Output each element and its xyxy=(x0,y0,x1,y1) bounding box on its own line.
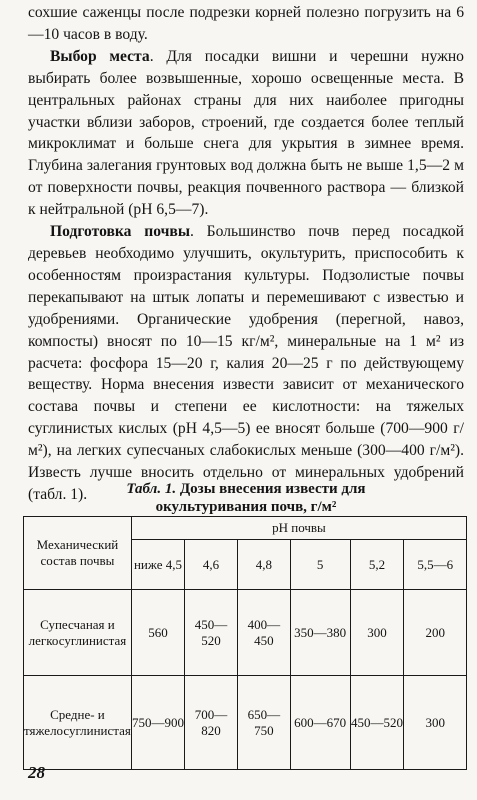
paragraph-site-selection-text: . Для посадки вишни и черешни нужно выбирать более возвышенные, хорошо освещенные места. В центральных районах страны для них наиболее пригодны участки вблизи заборов, строений, где создается более теплый микроклимат и больше снега для укрытия в зимнее время. Глубина залегания грунтовых вод должна быть не выше 1,5—2 м от поверхности почвы, реакция почвенного раствора — близкой к нейтральной (рН 6,5—7). xyxy=(28,47,464,219)
page-number: 28 xyxy=(28,763,45,782)
table-cell: 300 xyxy=(350,590,404,676)
ph-header: рН почвы xyxy=(131,517,466,540)
table-row xyxy=(24,590,467,676)
ph-column: 5 xyxy=(290,540,350,590)
table-cell: 350—380 xyxy=(290,590,350,676)
paragraph-soil-preparation xyxy=(28,221,464,506)
body-text xyxy=(28,2,464,506)
ph-column: 4,6 xyxy=(185,540,238,590)
ph-column: 5,2 xyxy=(350,540,404,590)
row-label: Средне- и тяжелосуглинистая xyxy=(24,676,132,770)
ph-column: ниже 4,5 xyxy=(131,540,184,590)
table-cell: 300 xyxy=(404,676,467,770)
table-cell: 600—670 xyxy=(290,676,350,770)
table-cell: 200 xyxy=(404,590,467,676)
lime-dosage-table xyxy=(23,516,467,770)
table-cell: 750—900 xyxy=(131,676,184,770)
table-caption-line1: Дозы внесения извести для xyxy=(179,481,366,497)
ph-column: 5,5—6 xyxy=(404,540,467,590)
paragraph-site-selection xyxy=(28,46,464,221)
table-caption-line2: окультуривания почв, г/м² xyxy=(155,499,337,515)
paragraph-intro-text: сохшие саженцы после подрезки корней полезно погрузить на 6—10 часов в воду. xyxy=(28,4,464,43)
table-cell: 700—820 xyxy=(185,676,238,770)
table-row xyxy=(24,676,467,770)
paragraph-intro xyxy=(28,2,464,46)
paragraph-soil-preparation-text: . Большинство почв перед посадкой деревьев необходимо улучшить, окультурить, приспособить к особенностям произрастания культуры. Подзолистые почвы перекапывают на штык лопаты и перемешивают с известью и удобрениями. Органические удобрения (перегной, навоз, компосты) вносят по 10—15 кг/м², минеральные на 1 м² из расчета: фосфора 15—20 г, калия 20—25 г по действующему веществу. Норма внесения извести зависит от механического состава почвы и степени ее кислотности: на тяжелых суглинистых кислых (рН 4,5—5) ее вносят больше (700—900 г/м²), на легких супесчаных слабокислых меньше (300—400 г/м²). Известь лучше вносить отдельно от минеральных удобрений (табл. 1). xyxy=(28,223,464,503)
row-header: Механический состав почвы xyxy=(24,517,132,590)
ph-column: 4,8 xyxy=(237,540,290,590)
paragraph-soil-preparation-lead: Подготовка почвы xyxy=(50,223,191,241)
paragraph-site-selection-lead: Выбор места xyxy=(50,47,150,65)
table-cell: 560 xyxy=(131,590,184,676)
table-cell: 650—750 xyxy=(237,676,290,770)
table-caption xyxy=(28,480,464,516)
row-label: Супесчаная и легкосуглинистая xyxy=(24,590,132,676)
table-cell: 400—450 xyxy=(237,590,290,676)
table-cell: 450—520 xyxy=(185,590,238,676)
table-cell: 450—520 xyxy=(350,676,404,770)
table-caption-label: Табл. 1. xyxy=(126,481,177,497)
